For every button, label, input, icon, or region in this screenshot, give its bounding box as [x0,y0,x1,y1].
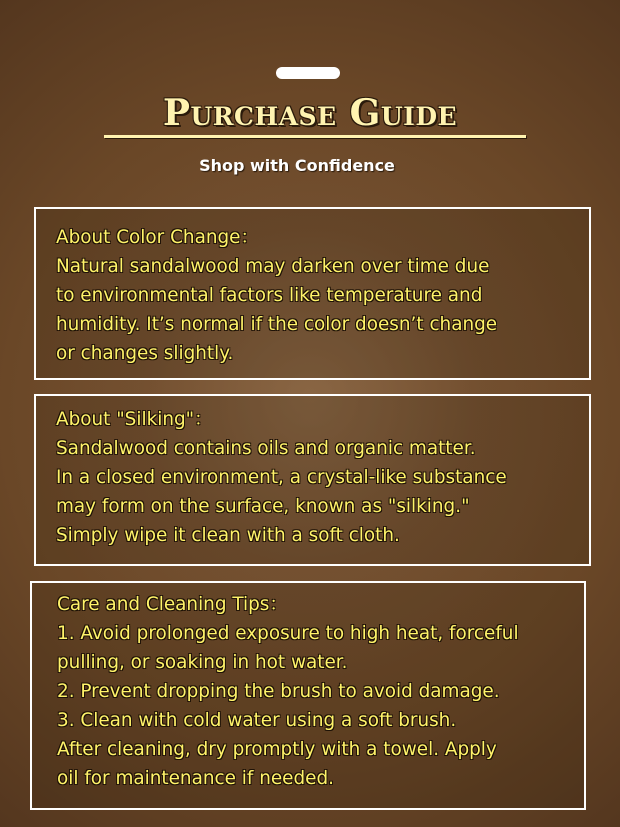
color-change-section [34,207,591,380]
title-underline [104,135,526,138]
section-text-line: oil for maintenance if needed. [57,768,334,789]
section-text-line: or changes slightly. [56,343,234,364]
section-heading: About "Silking"： [56,409,213,430]
care-cleaning-section [30,581,586,810]
page-subtitle: Shop with Confidence [199,156,395,175]
section-text-line: 2. Prevent dropping the brush to avoid damage. [57,681,500,702]
section-text-line: After cleaning, dry promptly with a towel. Apply [57,739,497,760]
section-text-line: may form on the surface, known as "silking." [56,496,470,517]
silking-section [34,394,591,566]
section-text-line: Natural sandalwood may darken over time due [56,256,490,277]
section-text-line: pulling, or soaking in hot water. [57,652,348,673]
section-text-line: Sandalwood contains oils and organic matter. [56,438,476,459]
section-text-line: In a closed environment, a crystal-like substance [56,467,507,488]
section-heading: About Color Change： [56,227,259,248]
page-title: Purchase Guide [162,92,458,134]
section-text-line: 1. Avoid prolonged exposure to high heat, forceful [57,623,519,644]
drag-handle [276,67,340,79]
section-text-line: Simply wipe it clean with a soft cloth. [56,525,400,546]
section-text-line: 3. Clean with cold water using a soft brush. [57,710,457,731]
section-text-line: humidity. It’s normal if the color doesn’t change [56,314,498,335]
section-heading: Care and Cleaning Tips： [57,594,288,615]
section-text-line: to environmental factors like temperature and [56,285,483,306]
